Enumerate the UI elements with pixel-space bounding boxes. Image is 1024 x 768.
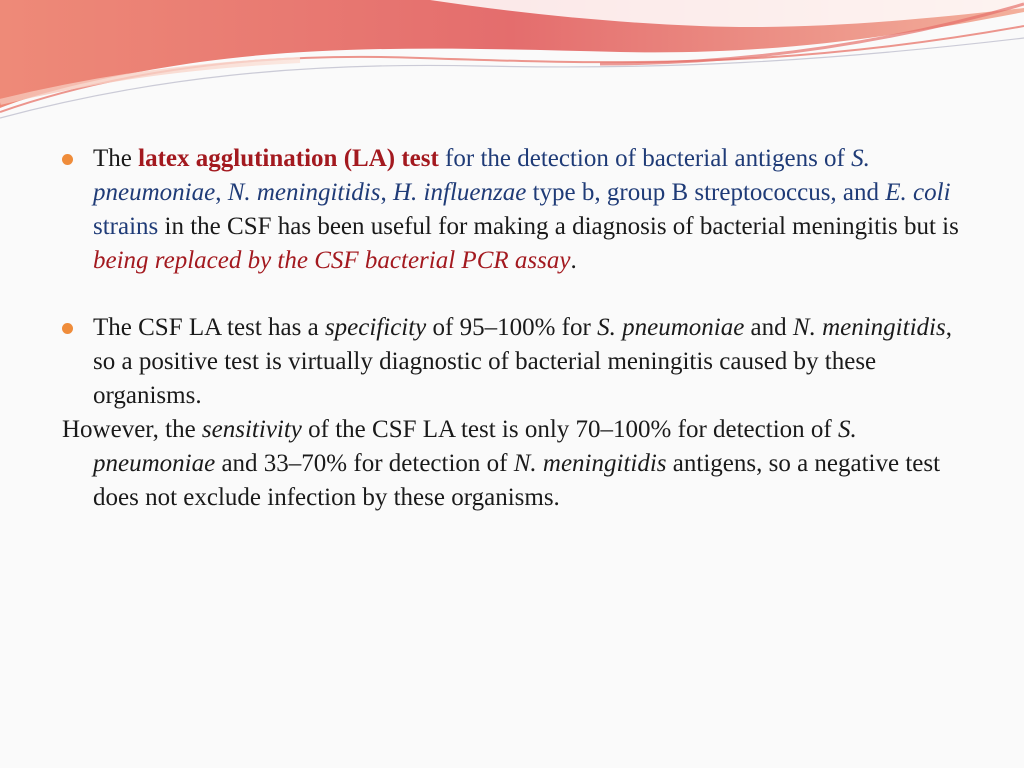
organism-name: S. pneumoniae — [93, 416, 857, 477]
text: , so a positive test is virtually diagnostic of bacterial meningitis caused by these organisms. — [93, 314, 952, 409]
paragraph-sensitivity — [62, 413, 962, 515]
text: antigens, so a negative test does not exclude infection by these organisms. — [93, 450, 941, 511]
bullet-specificity — [62, 311, 962, 413]
text: type b, group B streptococcus, and — [526, 179, 886, 206]
organism-name: N. meningitidis — [227, 179, 381, 206]
organism-name: N. meningitidis — [513, 450, 667, 477]
organism-name: E. coli — [885, 179, 951, 206]
text: and — [744, 314, 793, 341]
text: in the CSF has been useful for making a diagnosis of bacterial meningitis but is — [158, 213, 959, 240]
organism-name: S. pneumoniae — [93, 145, 870, 206]
emphasis-term: sensitivity — [201, 416, 302, 443]
text: The — [93, 145, 139, 172]
bullet-dot-icon — [62, 154, 73, 165]
emphasis-term: specificity — [324, 314, 427, 341]
text: , — [380, 179, 393, 206]
organism-name: S. pneumoniae — [597, 314, 745, 341]
text: and 33–70% for detection of — [215, 450, 514, 477]
text: of 95–100% for — [426, 314, 598, 341]
text: However, the — [62, 416, 202, 443]
header-wave-decoration — [0, 0, 1024, 130]
organism-name: H. influenzae — [393, 179, 527, 206]
text: of the CSF LA test is only 70–100% for detection of — [301, 416, 838, 443]
text: . — [570, 247, 577, 274]
text: , — [215, 179, 228, 206]
bullet-latex-test — [62, 142, 962, 278]
text: The CSF LA test has a — [93, 314, 325, 341]
highlight-term: latex agglutination (LA) test — [138, 145, 439, 172]
slide-body — [62, 142, 962, 515]
bullet-dot-icon — [62, 323, 73, 334]
text: strains — [93, 213, 159, 240]
text: for the detection of bacterial antigens of — [438, 145, 852, 172]
emphasis-text: being replaced by the CSF bacterial PCR assay — [93, 247, 571, 274]
organism-name: N. meningitidis — [792, 314, 946, 341]
